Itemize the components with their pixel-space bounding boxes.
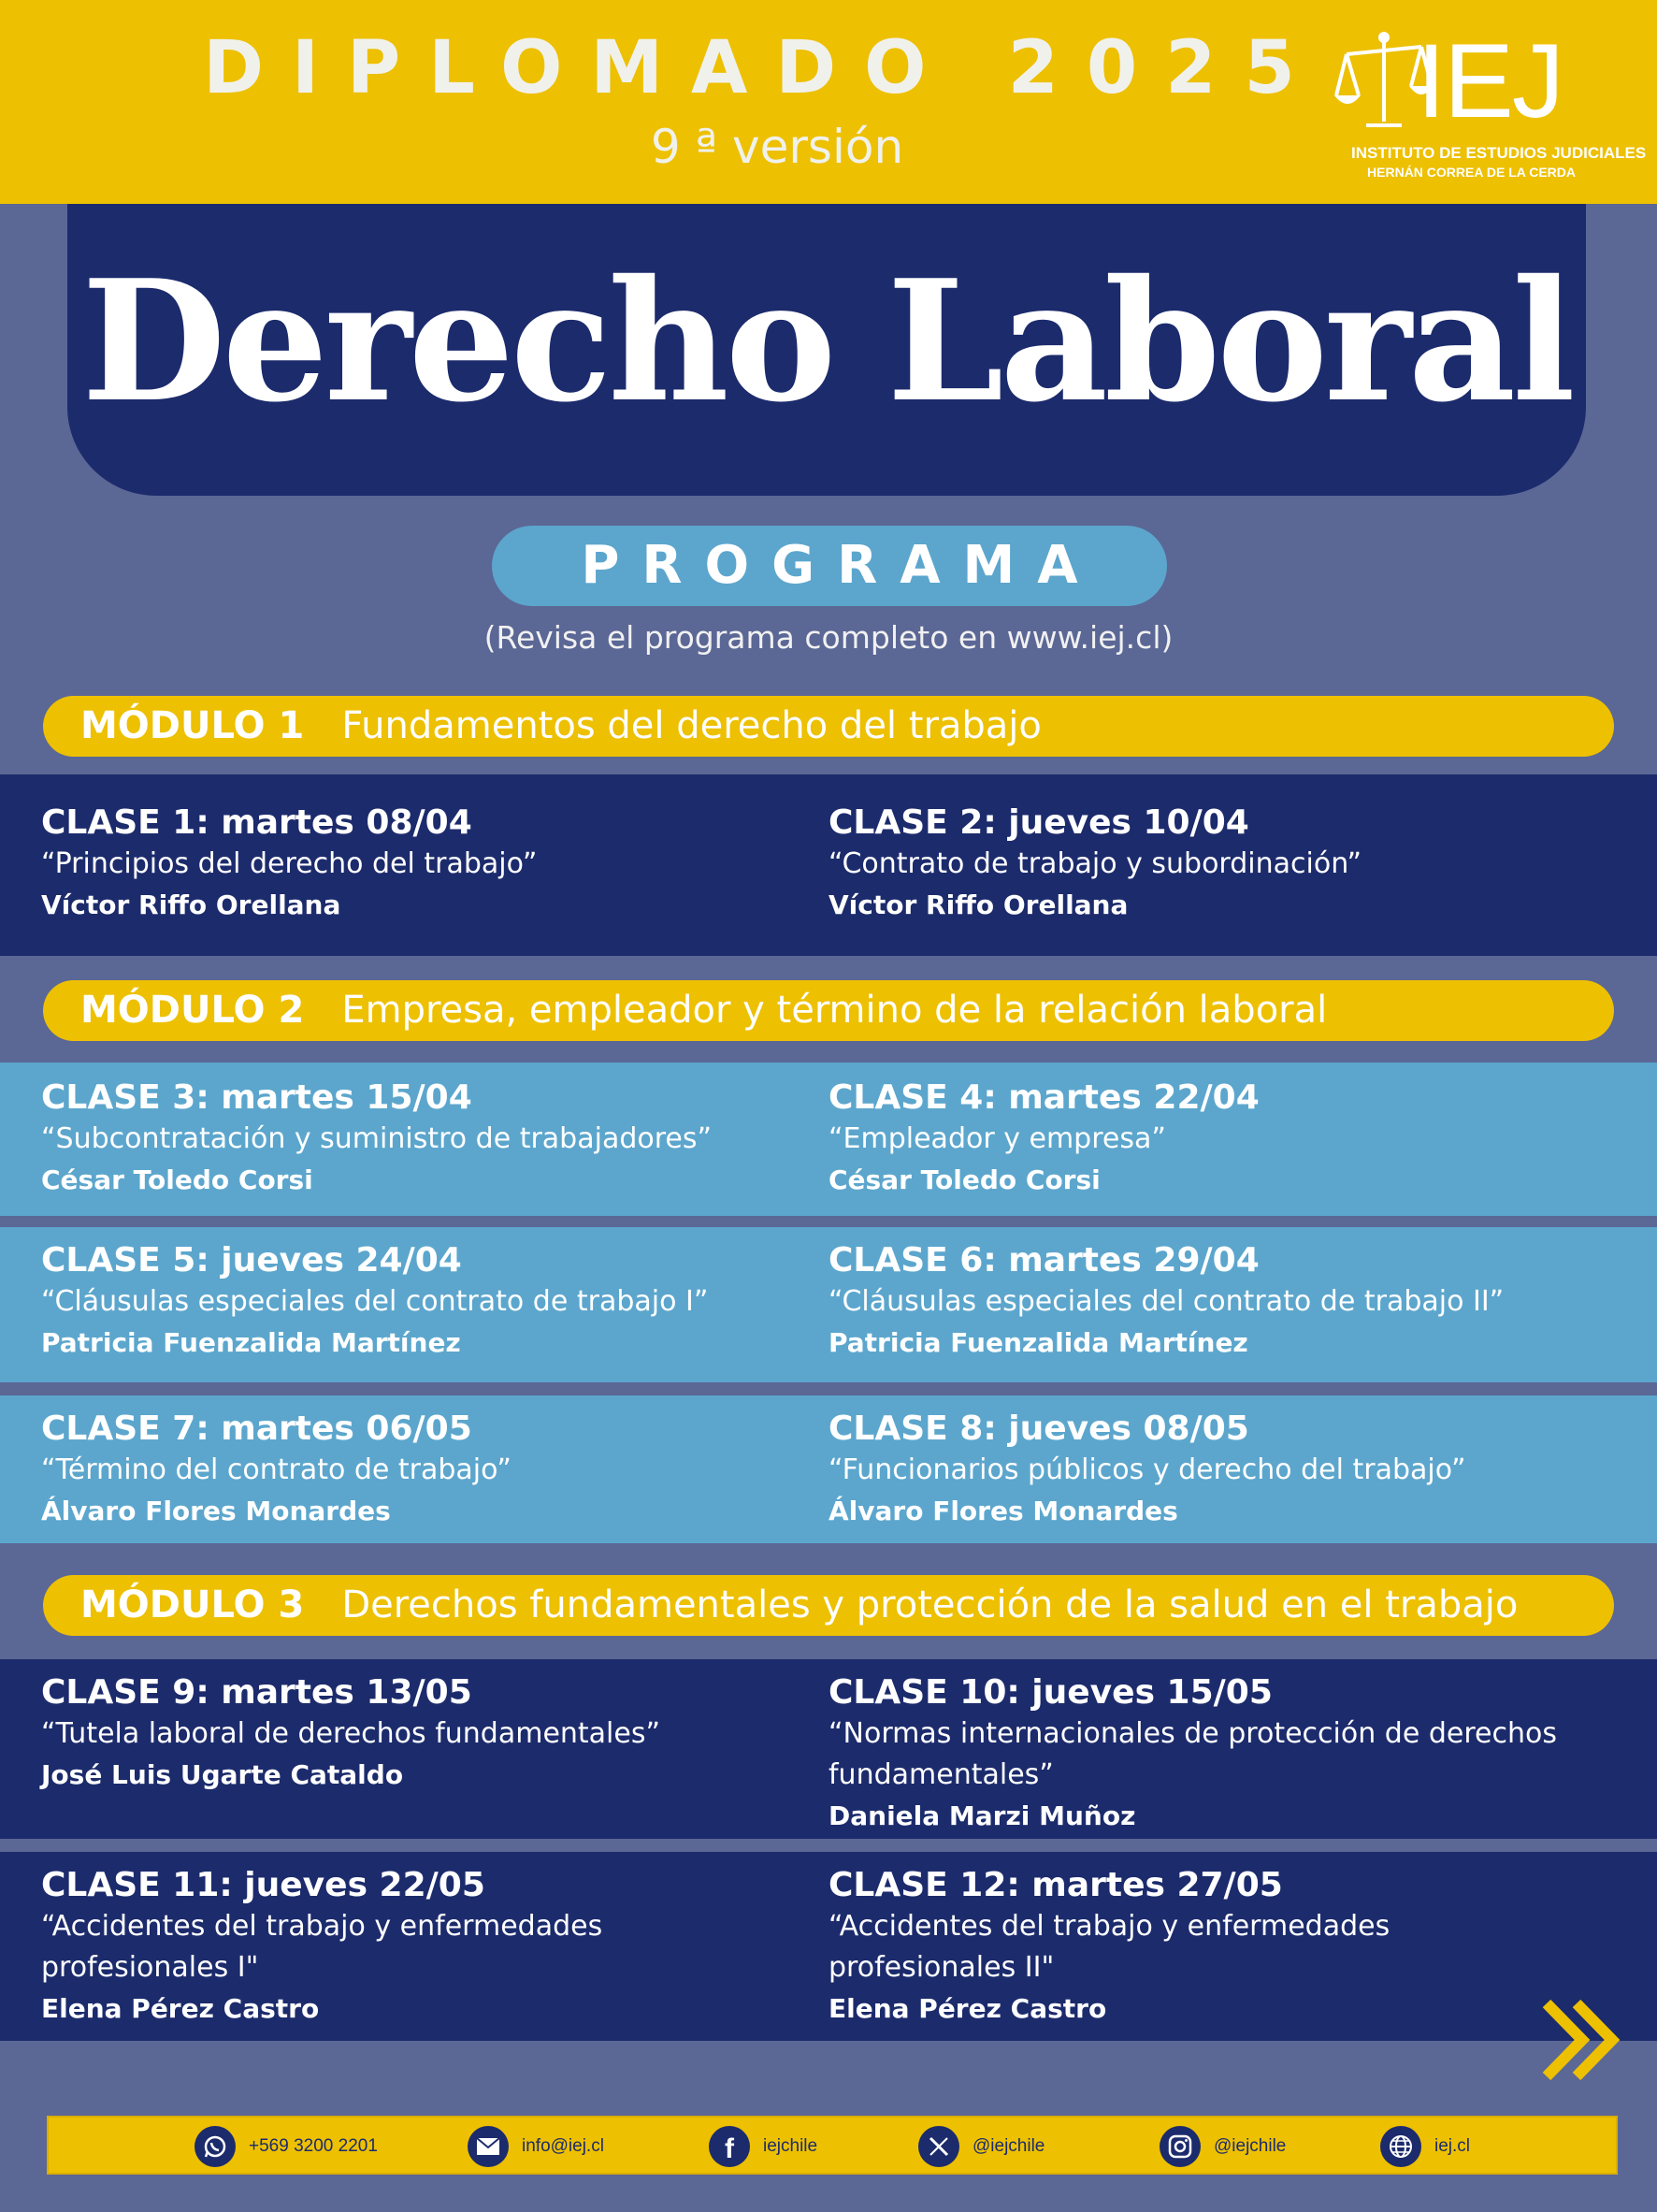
class-topic: “Término del contrato de trabajo” — [41, 1453, 512, 1486]
class-topic: “Accidentes del trabajo y enfermedades profesionales II" — [828, 1910, 1390, 1984]
class-heading: CLASE 1: martes 08/04 — [41, 803, 472, 842]
contact-text: @iejchile — [1214, 2136, 1287, 2156]
class-professor: Víctor Riffo Orellana — [41, 889, 341, 920]
iej-logo — [1333, 21, 1647, 184]
class-topic: “Tutela laboral de derechos fundamentales” — [41, 1717, 661, 1750]
class-professor: Elena Pérez Castro — [41, 1993, 320, 2024]
class-heading: CLASE 9: martes 13/05 — [41, 1673, 472, 1712]
class-heading: CLASE 2: jueves 10/04 — [828, 803, 1249, 842]
class-professor: Daniela Marzi Muñoz — [828, 1800, 1136, 1831]
class-topic: “Normas internacionales de protección de derechos fundamentales” — [828, 1717, 1557, 1791]
class-card — [41, 802, 780, 926]
class-topic: “Principios del derecho del trabajo” — [41, 847, 538, 880]
contact-text: info@iej.cl — [522, 2136, 604, 2156]
contact-text: iejchile — [763, 2136, 818, 2156]
main-title-panel — [67, 204, 1586, 496]
class-professor: César Toledo Corsi — [828, 1164, 1101, 1195]
class-heading: CLASE 8: jueves 08/05 — [828, 1410, 1249, 1448]
contact-text: +569 3200 2201 — [249, 2136, 378, 2156]
class-heading: CLASE 5: jueves 24/04 — [41, 1241, 462, 1279]
class-heading: CLASE 10: jueves 15/05 — [828, 1673, 1273, 1712]
class-professor: César Toledo Corsi — [41, 1164, 313, 1195]
contact-text: iej.cl — [1434, 2136, 1471, 2156]
class-heading: CLASE 4: martes 22/04 — [828, 1078, 1260, 1117]
class-card — [828, 1240, 1567, 1364]
contact-footer — [47, 2116, 1618, 2175]
class-professor: Víctor Riffo Orellana — [828, 889, 1129, 920]
class-row — [0, 774, 1657, 956]
module-bar — [43, 1575, 1614, 1636]
contact-text: @iejchile — [973, 2136, 1045, 2156]
double-chevron-right-icon[interactable] — [1539, 1998, 1623, 2082]
class-row — [0, 1659, 1657, 1839]
class-card — [41, 1865, 780, 2030]
class-topic: “Accidentes del trabajo y enfermedades profesionales I" — [41, 1910, 603, 1984]
main-title: Derecho Laboral — [81, 243, 1572, 439]
version-subtitle: 9 ª versión — [650, 120, 904, 174]
class-card — [41, 1672, 780, 1796]
contact-website[interactable] — [1380, 2125, 1470, 2168]
class-professor: Álvaro Flores Monardes — [41, 1496, 391, 1526]
class-topic: “Subcontratación y suministro de trabajadores” — [41, 1122, 713, 1155]
class-card — [828, 1409, 1567, 1532]
contact-whatsapp[interactable] — [195, 2125, 378, 2168]
logo-institute-name: INSTITUTO DE ESTUDIOS JUDICIALES — [1351, 144, 1647, 162]
class-topic: “Cláusulas especiales del contrato de trabajo II” — [828, 1285, 1505, 1318]
whatsapp-icon — [195, 2126, 236, 2167]
class-row — [0, 1063, 1657, 1216]
contact-x[interactable] — [918, 2125, 1045, 2168]
class-row — [0, 1852, 1657, 2041]
contact-email[interactable] — [468, 2125, 604, 2168]
class-heading: CLASE 6: martes 29/04 — [828, 1241, 1260, 1279]
class-card — [828, 1672, 1567, 1837]
class-heading: CLASE 11: jueves 22/05 — [41, 1866, 485, 1904]
class-topic: “Contrato de trabajo y subordinación” — [828, 847, 1362, 880]
class-row — [0, 1227, 1657, 1382]
class-topic: “Funcionarios públicos y derecho del trabajo” — [828, 1453, 1466, 1486]
globe-icon — [1380, 2126, 1421, 2167]
class-row — [0, 1395, 1657, 1543]
logo-mark: IEJ — [1417, 22, 1563, 139]
contact-facebook[interactable] — [709, 2125, 817, 2168]
programa-note: (Revisa el programa completo en www.iej.cl) — [483, 619, 1174, 656]
class-professor: Elena Pérez Castro — [828, 1993, 1107, 2024]
class-professor: Patricia Fuenzalida Martínez — [41, 1327, 461, 1358]
module-bar — [43, 980, 1614, 1041]
class-heading: CLASE 3: martes 15/04 — [41, 1078, 472, 1117]
mail-icon — [468, 2126, 509, 2167]
class-topic: “Cláusulas especiales del contrato de trabajo I” — [41, 1285, 709, 1318]
class-professor: Patricia Fuenzalida Martínez — [828, 1327, 1248, 1358]
class-card — [41, 1240, 780, 1364]
class-professor: Álvaro Flores Monardes — [828, 1496, 1178, 1526]
module-number: MÓDULO 1 — [80, 704, 305, 747]
x-icon — [918, 2126, 959, 2167]
module-title: Empresa, empleador y término de la relación laboral — [341, 989, 1328, 1032]
class-professor: José Luis Ugarte Cataldo — [41, 1759, 404, 1790]
module-number: MÓDULO 2 — [80, 989, 305, 1032]
module-title: Derechos fundamentales y protección de la salud en el trabajo — [341, 1583, 1519, 1626]
diplomado-title: DIPLOMADO 2025 — [203, 26, 1323, 110]
class-heading: CLASE 12: martes 27/05 — [828, 1866, 1283, 1904]
class-card — [41, 1409, 780, 1532]
class-heading: CLASE 7: martes 06/05 — [41, 1410, 472, 1448]
contact-instagram[interactable] — [1160, 2125, 1286, 2168]
facebook-icon: f — [709, 2126, 750, 2167]
module-number: MÓDULO 3 — [80, 1583, 305, 1626]
class-topic: “Empleador y empresa” — [828, 1122, 1166, 1155]
class-card — [828, 1077, 1567, 1201]
programa-badge: PROGRAMA — [492, 526, 1167, 606]
module-bar — [43, 696, 1614, 757]
header-banner — [0, 0, 1657, 204]
logo-honoree-name: HERNÁN CORREA DE LA CERDA — [1367, 165, 1576, 180]
class-card — [41, 1077, 780, 1201]
module-title: Fundamentos del derecho del trabajo — [341, 704, 1042, 747]
instagram-icon — [1160, 2126, 1201, 2167]
class-card — [828, 802, 1567, 926]
class-card — [828, 1865, 1567, 2030]
